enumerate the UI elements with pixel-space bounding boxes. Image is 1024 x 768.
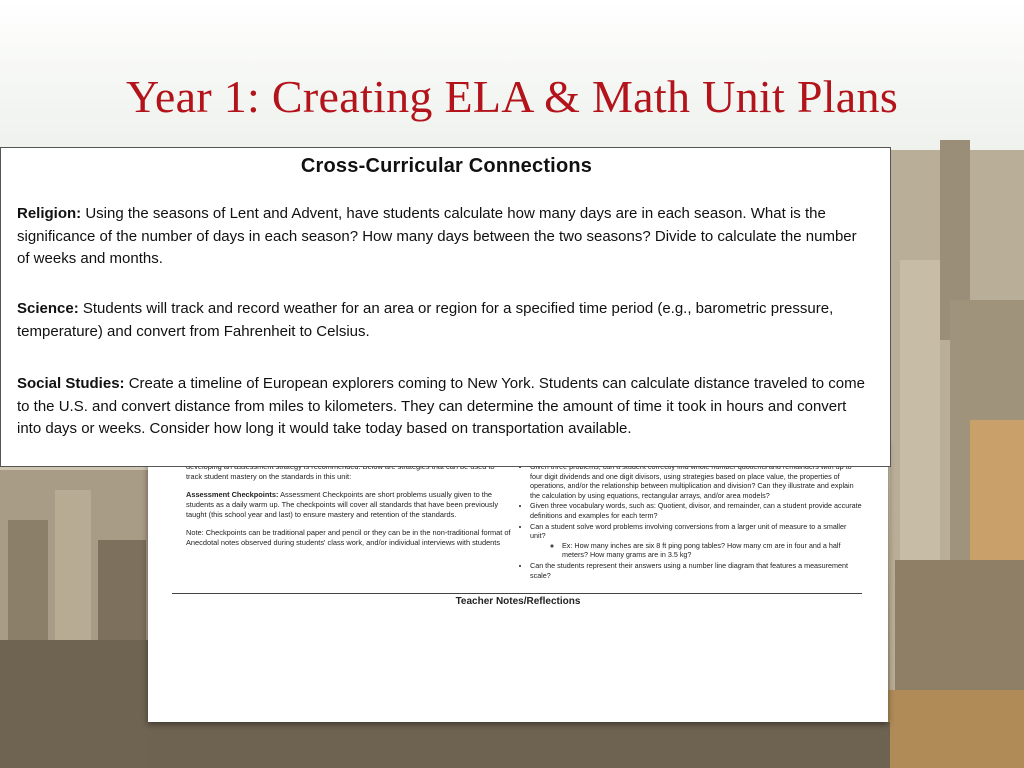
science-paragraph <box>17 298 867 343</box>
teacher-notes-heading: Teacher Notes/Reflections <box>455 596 581 607</box>
assessment-checkpoints <box>186 490 512 520</box>
cross-curricular-heading: Cross-Curricular Connections <box>300 155 593 177</box>
social-studies-text: Create a timeline of European explorers coming to New York. Students can calculate distance traveled to come to the U.S. and convert distance from miles to kilometers. They can determine the amount of time it took in hours and convert into days or weeks. Consider how long it would take today based on transportation available. <box>17 375 865 437</box>
list-item: • Given three vocabulary words, such as: Quotient, divisor, and remainder, can a student provide accurate definitions and examples for each term? <box>530 501 862 520</box>
sub-list-item: ◦ Ex: How many inches are six 8 ft ping pong tables? How many cm are in four and a half meters? How many grams are in 3.5 kg? <box>562 541 862 560</box>
science-text: Students will track and record weather for an area or region for a specified time period (e.g., barometric pressure, temperature) and convert from Fahrenheit to Celsius. <box>17 300 834 340</box>
assessment-strategies-column <box>186 462 512 556</box>
science-label: Science: <box>17 300 79 317</box>
divider <box>172 593 862 594</box>
religion-text: Using the seasons of Lent and Advent, have students calculate how many days are in each season. What is the significance of the number of days in each season? How many days between the two seasons? Divide to calculate the number of weeks and months. <box>17 205 857 267</box>
assessment-intro: track student mastery on the standards in this unit: <box>186 472 352 481</box>
list-item-text: Can a student solve word problems involving conversions from a larger unit of measure to a smaller unit? <box>530 521 847 541</box>
cross-curricular-page <box>0 147 891 467</box>
social-studies-paragraph <box>17 373 867 441</box>
religion-label: Religion: <box>17 205 82 222</box>
assessment-questions-list <box>516 462 862 580</box>
assessment-checkpoints-text: Assessment Checkpoints are short problems usually given to the students as a daily warm up. The checkpoints will cover all standards that have been previously taught (this school year and last) to ensure mastery and retention of the standards. <box>186 490 499 519</box>
assessment-checkpoints-label: Assessment Checkpoints: <box>186 490 279 499</box>
assessment-note: Note: Checkpoints can be traditional paper and pencil or they can be in the non-traditional format of Anecdotal notes observed during students' class work, and/or individual interviews with students <box>186 528 511 547</box>
sub-list <box>530 541 862 560</box>
assessment-questions-column <box>516 462 862 581</box>
religion-paragraph <box>17 203 867 271</box>
slide-title: Year 1: Creating ELA & Math Unit Plans <box>125 71 899 122</box>
social-studies-label: Social Studies: <box>17 375 125 392</box>
list-item: • four digit dividends and one digit divisors, using strategies based on place value, the properties of operations, and/or the relationship between multiplication and division? Can they illustrate and explain the calculation by using equations, rectangular arrays, and/or area models? <box>530 462 862 500</box>
list-item <box>530 522 862 560</box>
unit-plan-page <box>148 440 888 722</box>
list-item: • Can the students represent their answers using a number line diagram that features a measurement scale? <box>530 561 862 580</box>
